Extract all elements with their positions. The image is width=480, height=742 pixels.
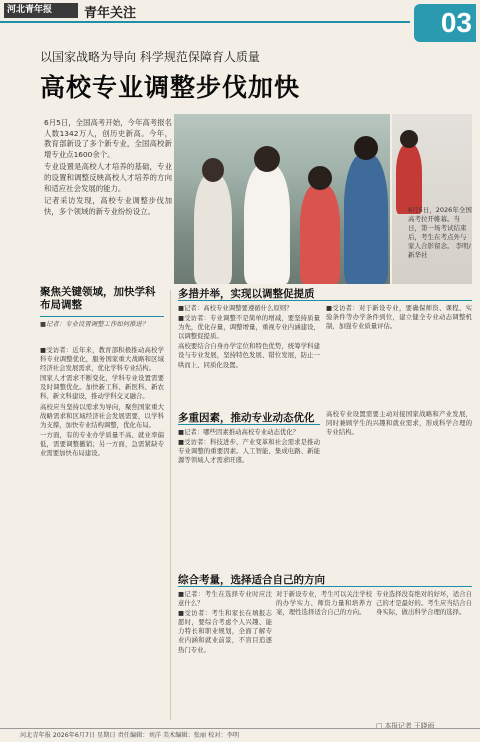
- section-body: [326, 410, 472, 438]
- news-photo-main: [174, 114, 390, 284]
- section-rule: [178, 586, 472, 587]
- article-headline: 高校专业调整步伐加快: [40, 73, 301, 102]
- body-paragraph: ■受访者：对于新设专业，要确保师资、课程、实验条件等办学条件到位，建立健全专业动态调整机制，加强专业质量评估。: [326, 304, 472, 331]
- photo-figure: [194, 174, 232, 284]
- body-paragraph: ■记者：高校专业调整要遵循什么原则？: [178, 304, 293, 312]
- photo-figure-head: [202, 158, 224, 182]
- section-rule: [178, 300, 472, 301]
- body-paragraph: 对于新设专业，考生可以关注学校的办学实力、师资力量和培养方案，理性选择适合自己的方向。: [276, 590, 372, 617]
- body-paragraph: 国家人才需求不断变化，学科专业设置需要及时调整优化。加快新工科、新医科、新农科、新文科建设，推动学科交叉融合。: [40, 374, 164, 401]
- photo-figure: [396, 144, 422, 214]
- section-body: [326, 304, 472, 332]
- photo-figure-head: [400, 130, 418, 148]
- photo-figure: [300, 184, 340, 284]
- section-title: 多措并举，实现以调整促提质: [178, 288, 315, 300]
- body-paragraph: ■受访者：近年来，教育部积极推动高校学科专业调整优化，服务国家重大战略和区域经济社会发展需求，优化学科专业结构。: [40, 346, 164, 373]
- body-paragraph: ■记者：考生在选择专业时应注意什么？: [178, 590, 272, 608]
- body-paragraph: 高校专业设置需要主动对接国家战略和产业发展，同时兼顾学生的兴趣和就业需求，形成科学合理的专业结构。: [326, 410, 472, 437]
- article-byline: □ 本报记者 王晓雨: [376, 722, 435, 730]
- page-footer: 河北青年报 2026年6月7日 星期日 责任编辑：刘洋 美术编辑：张丽 校对：李明: [0, 728, 480, 742]
- section-title: 综合考量，选择适合自己的方向: [178, 574, 325, 586]
- section-rule: [40, 316, 164, 317]
- section-lede: ■记者：专业设置调整工作如何推进？: [40, 320, 149, 328]
- section-rule: [178, 424, 320, 425]
- section-body: [178, 590, 272, 656]
- column-divider: [170, 290, 171, 720]
- lead-paragraph: 6月5日，全国高考开始，今年高考报名人数1342万人，创历史新高。今年，教育部新设了多个新专业，全国高校新增专业点1600余个。: [44, 118, 172, 159]
- section-body: [178, 304, 320, 371]
- section-body: [276, 590, 372, 618]
- body-paragraph: 一方面，有的专业办学质量不高、就业率偏低，需要调整撤销；另一方面，急需紧缺专业需要加快布局建设。: [40, 430, 164, 458]
- section-name: 青年关注: [84, 6, 137, 21]
- body-paragraph: ■受访者：专业调整不是简单的增减，要坚持质量为先，优化存量，调整增量，重视专业内涵建设，以调整促提质。: [178, 314, 320, 341]
- photo-figure-head: [254, 146, 280, 172]
- photo-figure: [244, 164, 290, 284]
- lead-paragraph: 专业设置是高校人才培养的基础，专业的设置和调整反映高校人才培养的方向和适应社会发展的能力。: [44, 162, 172, 193]
- section-title: 多重因素，推动专业动态优化: [178, 412, 315, 424]
- body-paragraph: 高校应当坚持以需求为导向，聚焦国家重大战略需求和区域经济社会发展需要，以学科为支撑，加快专业结构调整，优化布局。: [40, 402, 164, 429]
- body-paragraph: ■记者：哪些因素推动高校专业动态优化？: [178, 428, 300, 436]
- photo-figure-head: [354, 136, 378, 160]
- photo-figure: [344, 154, 388, 284]
- section-title: 聚焦关键领域，加快学科布局调整: [40, 286, 156, 311]
- body-paragraph: 专业选择没有绝对的好坏，适合自己的才是最好的。考生应当结合自身实际，做出科学合理的选择。: [376, 590, 472, 617]
- article-lead: [44, 118, 172, 219]
- section-body: [376, 590, 472, 618]
- photo-figure-head: [308, 166, 332, 190]
- header-rule: [0, 21, 410, 23]
- masthead-logo: 河北青年报: [4, 3, 78, 18]
- lead-paragraph: 记者采访发现，高校专业调整步伐加快，多个领域的新专业纷纷设立。: [44, 196, 172, 216]
- body-paragraph: ■受访者：考生和家长在填报志愿时，要综合考虑个人兴趣、能力特长和职业规划，全面了解专业内涵和就业前景，不盲目追逐热门专业。: [178, 609, 272, 654]
- body-paragraph: ■受访者：科技进步、产业变革和社会需求是推动专业调整的重要因素。人工智能、集成电路、新能源等领域人才需求旺盛。: [178, 438, 320, 465]
- article-kicker: 以国家战略为导向 科学规范保障育人质量: [40, 50, 260, 64]
- photo-caption: 6月5日，2026年全国高考拉开帷幕。当日，第一场考试结束后，考生在考点外与家人合影留念。 李明/新华社: [408, 206, 472, 259]
- page-number-badge: 03: [414, 4, 476, 42]
- body-paragraph: 高校要结合自身办学定位和特色优势，统筹学科建设与专业发展，坚持特色发展、错位发展，防止一哄而上、同质化设置。: [178, 342, 320, 369]
- section-body: [40, 346, 164, 459]
- section-body: [178, 428, 320, 466]
